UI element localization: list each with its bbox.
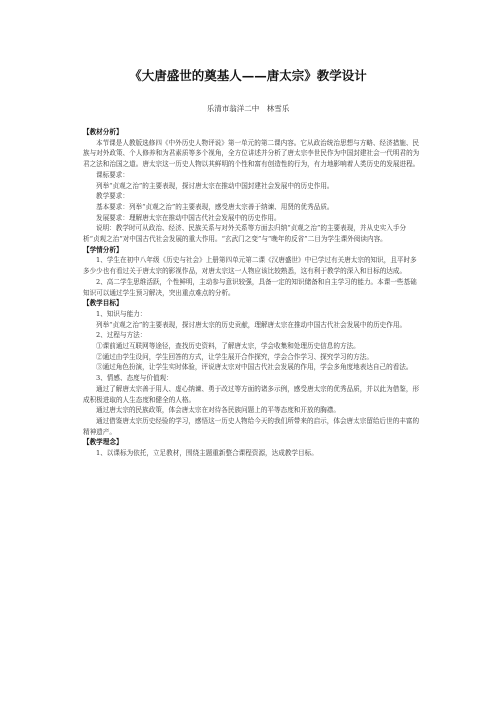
paragraph: 3、情感、态度与价值观： [96,374,173,383]
paragraph: 2、过程与方法： [96,331,147,340]
paragraph: 通过了解唐太宗善于用人、虚心纳谏、勇于改过等方面的诸多示例，感受唐太宗的优秀品质，并以此为借鉴，形成积极进取的人生态度和健全的人格。 [83,384,420,404]
paragraph: 列举“贞观之治”的主要表现，探讨唐太宗的历史贡献，理解唐太宗在推动中国古代社会发展中的历史作用。 [96,320,407,329]
paragraph: 1、以课标为依托，立足教材，围绕主题重新整合课程资源，达成教学目标。 [96,449,318,458]
paragraph: ③通过角色扮演，让学生实时体验，评说唐太宗对中国古代社会发展的作用，学会多角度地表达自己的看法。 [96,363,413,372]
paragraph: 说明：教学时可从政治、经济、民族关系与对外关系等方面去归纳“贞观之治”的主要表现，并从史实入手分析“贞观之治”对中国古代社会发展的重大作用。“玄武门之变”与“晚年的反省”二目为学生课外阅读内容。 [83,224,407,244]
paragraph: ①课前通过互联网等途径，查找历史资料，了解唐太宗，学会收集和处理历史信息的方法。 [96,342,360,351]
paragraph: 1、学生在初中八年级《历史与社会》上册第四单元第二课《汉唐盛世》中已学过有关唐太宗的知识，且平时多多少少也有看过关于唐太宗的影视作品，对唐太宗这一人物应该比较熟悉，这有利于教学的深入和目标的达成。 [83,256,417,276]
author-line: 乐清市翁洋二中 林雪乐 [206,104,290,113]
document-title: 《大唐盛世的奠基人——唐太宗》教学设计 [129,68,367,83]
paragraph: 发展要求：理解唐太宗在推动中国古代社会发展中的历史作用。 [96,213,281,222]
paragraph: 1、知识与能力： [96,309,147,318]
section-heading: 【教材分析】 [83,128,123,136]
paragraph: 列举“贞观之治”的主要表现，探讨唐太宗在推动中国封建社会发展中的历史作用。 [96,181,334,190]
paragraph: 本节课是人教版选修四《中外历史人物评说》第一单元的第二课内容。它从政治统治思想与方略、经济措施、民族与对外政策、个人修养和为君素质等多个视角，全方位讲述并分析了唐太宗李世民作为中国封建社会一代明君的为君之法和治国之道。唐太宗这一历史人物以其鲜明的个性和富有创造性的行为，有力地影响着人类历史的发展进程。 [83,138,420,169]
section-heading: 【教学理念】 [83,438,123,447]
paragraph: 课标要求： [96,170,129,179]
section-heading: 【学情分析】 [83,245,123,254]
document-body [83,127,421,459]
paragraph: 2、高二学生思维活跃，个性鲜明，主动参与意识较强，具备一定的知识储备和自主学习的能力。本课一些基础知识可以通过学生预习解决，突出重点难点的分析。 [83,277,417,297]
paragraph: 通过唐太宗的民族政策，体会唐太宗在对待各民族问题上的平等态度和开放的胸襟。 [96,406,340,415]
paragraph: ②通过由学生设问，学生回答的方式，让学生展开合作探究，学会合作学习、探究学习的方法。 [96,352,373,361]
paragraph: 教学要求： [96,192,129,201]
section-heading: 【教学目标】 [83,299,123,308]
paragraph: 通过借鉴唐太宗历史经验的学习，感悟这一历史人物给今天的我们所带来的启示，体会唐太宗留给后世的丰富的精神遗产。 [83,416,420,436]
paragraph: 基本要求：列举“贞观之治”的主要表现，感受唐太宗善于纳谏、用贤的优秀品质。 [96,202,334,211]
